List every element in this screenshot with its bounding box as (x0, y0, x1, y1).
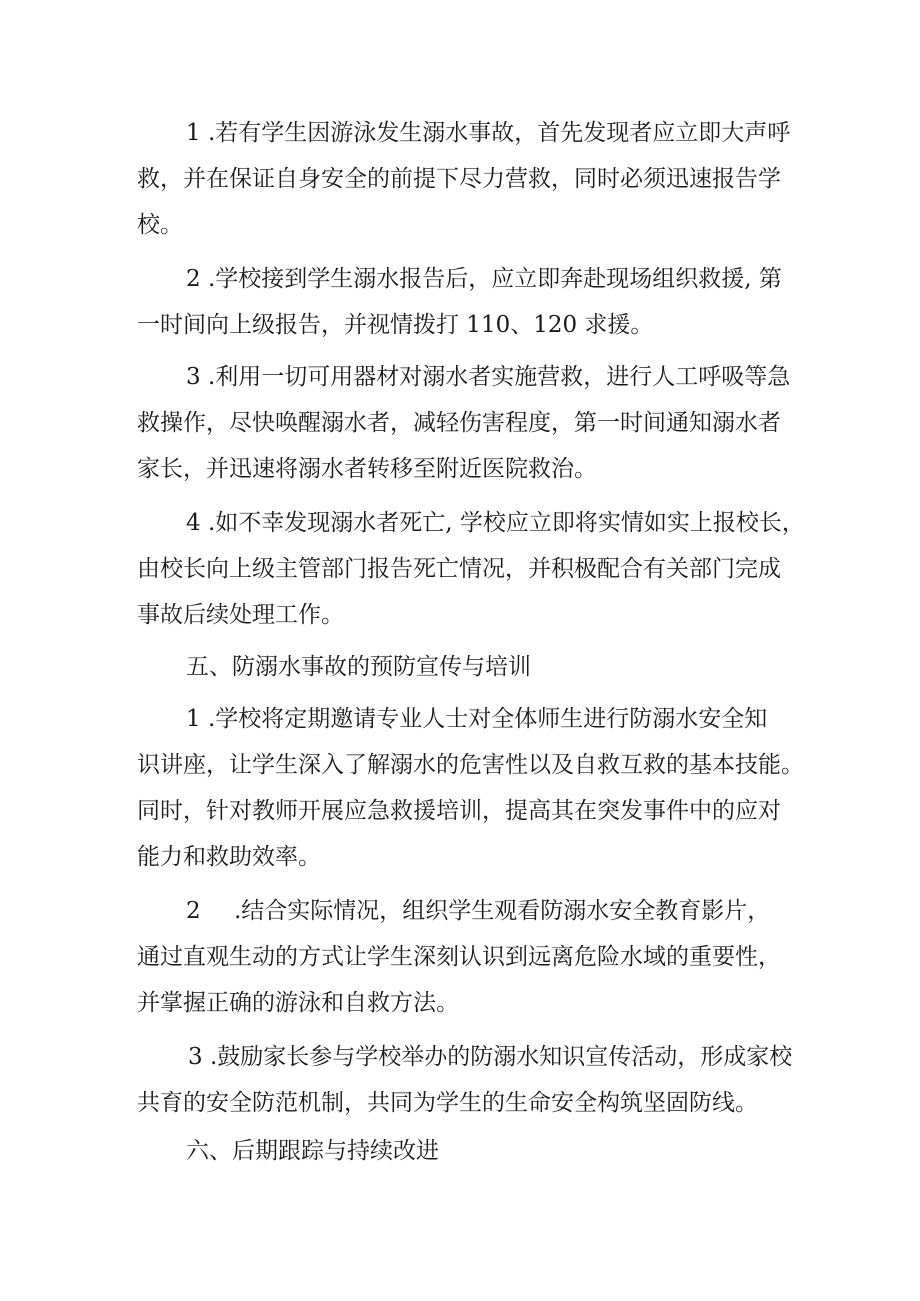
item-1-line-3: 校。 (137, 212, 183, 238)
item-2-line-1: 2 .学校接到学生溺水报告后，应立即奔赴现场组织救援, 第 (186, 266, 782, 292)
section-5-item-2-line-2: 通过直观生动的方式让学生深刻认识到远离危险水域的重要性， (137, 944, 781, 970)
section-5-item-3-line-1: 3 .鼓励家长参与学校举办的防溺水知识宣传活动，形成家校 (188, 1044, 793, 1070)
item-4-line-1: 4 .如不幸发现溺水者死亡, 学校应立即将实情如实上报校长， (186, 510, 805, 536)
item-1-line-2: 救，并在保证自身安全的前提下尽力营救，同时必须迅速报告学 (137, 166, 781, 192)
section-5-item-2-line-3: 并掌握正确的游泳和自救方法。 (137, 990, 459, 1016)
section-5-item-3-line-2: 共育的安全防范机制，共同为学生的生命安全构筑坚固防线。 (137, 1090, 758, 1116)
section-5-heading: 五、防溺水事故的预防宣传与培训 (186, 654, 531, 680)
section-5-item-1-line-1: 1 .学校将定期邀请专业人士对全体师生进行防溺水安全知 (186, 706, 768, 732)
section-5-item-1-line-4: 能力和救助效率。 (137, 844, 321, 870)
section-5-item-1-line-3: 同时，针对教师开展应急救援培训，提高其在突发事件中的应对 (137, 798, 781, 824)
section-5-item-1-line-2: 识讲座，让学生深入了解溺水的危害性以及自救互救的基本技能。 (137, 752, 804, 778)
item-3-line-1: 3 .利用一切可用器材对溺水者实施营救，进行人工呼吸等急 (186, 364, 791, 390)
item-2-line-2: 一时间向上级报告，并视情拨打 110、120 求援。 (137, 312, 654, 338)
item-3-line-3: 家长，并迅速将溺水者转移至附近医院救治。 (137, 456, 597, 482)
section-5-item-2-line-1: 2 .结合实际情况，组织学生观看防溺水安全教育影片， (186, 898, 771, 924)
item-4-line-3: 事故后续处理工作。 (137, 602, 344, 628)
item-4-line-2: 由校长向上级主管部门报告死亡情况，并积极配合有关部门完成 (137, 556, 781, 582)
item-3-line-2: 救操作，尽快唤醒溺水者，减轻伤害程度，第一时间通知溺水者 (137, 410, 781, 436)
item-1-line-1: 1 .若有学生因游泳发生溺水事故，首先发现者应立即大声呼 (186, 120, 791, 146)
section-6-heading: 六、后期跟踪与持续改进 (186, 1138, 439, 1164)
